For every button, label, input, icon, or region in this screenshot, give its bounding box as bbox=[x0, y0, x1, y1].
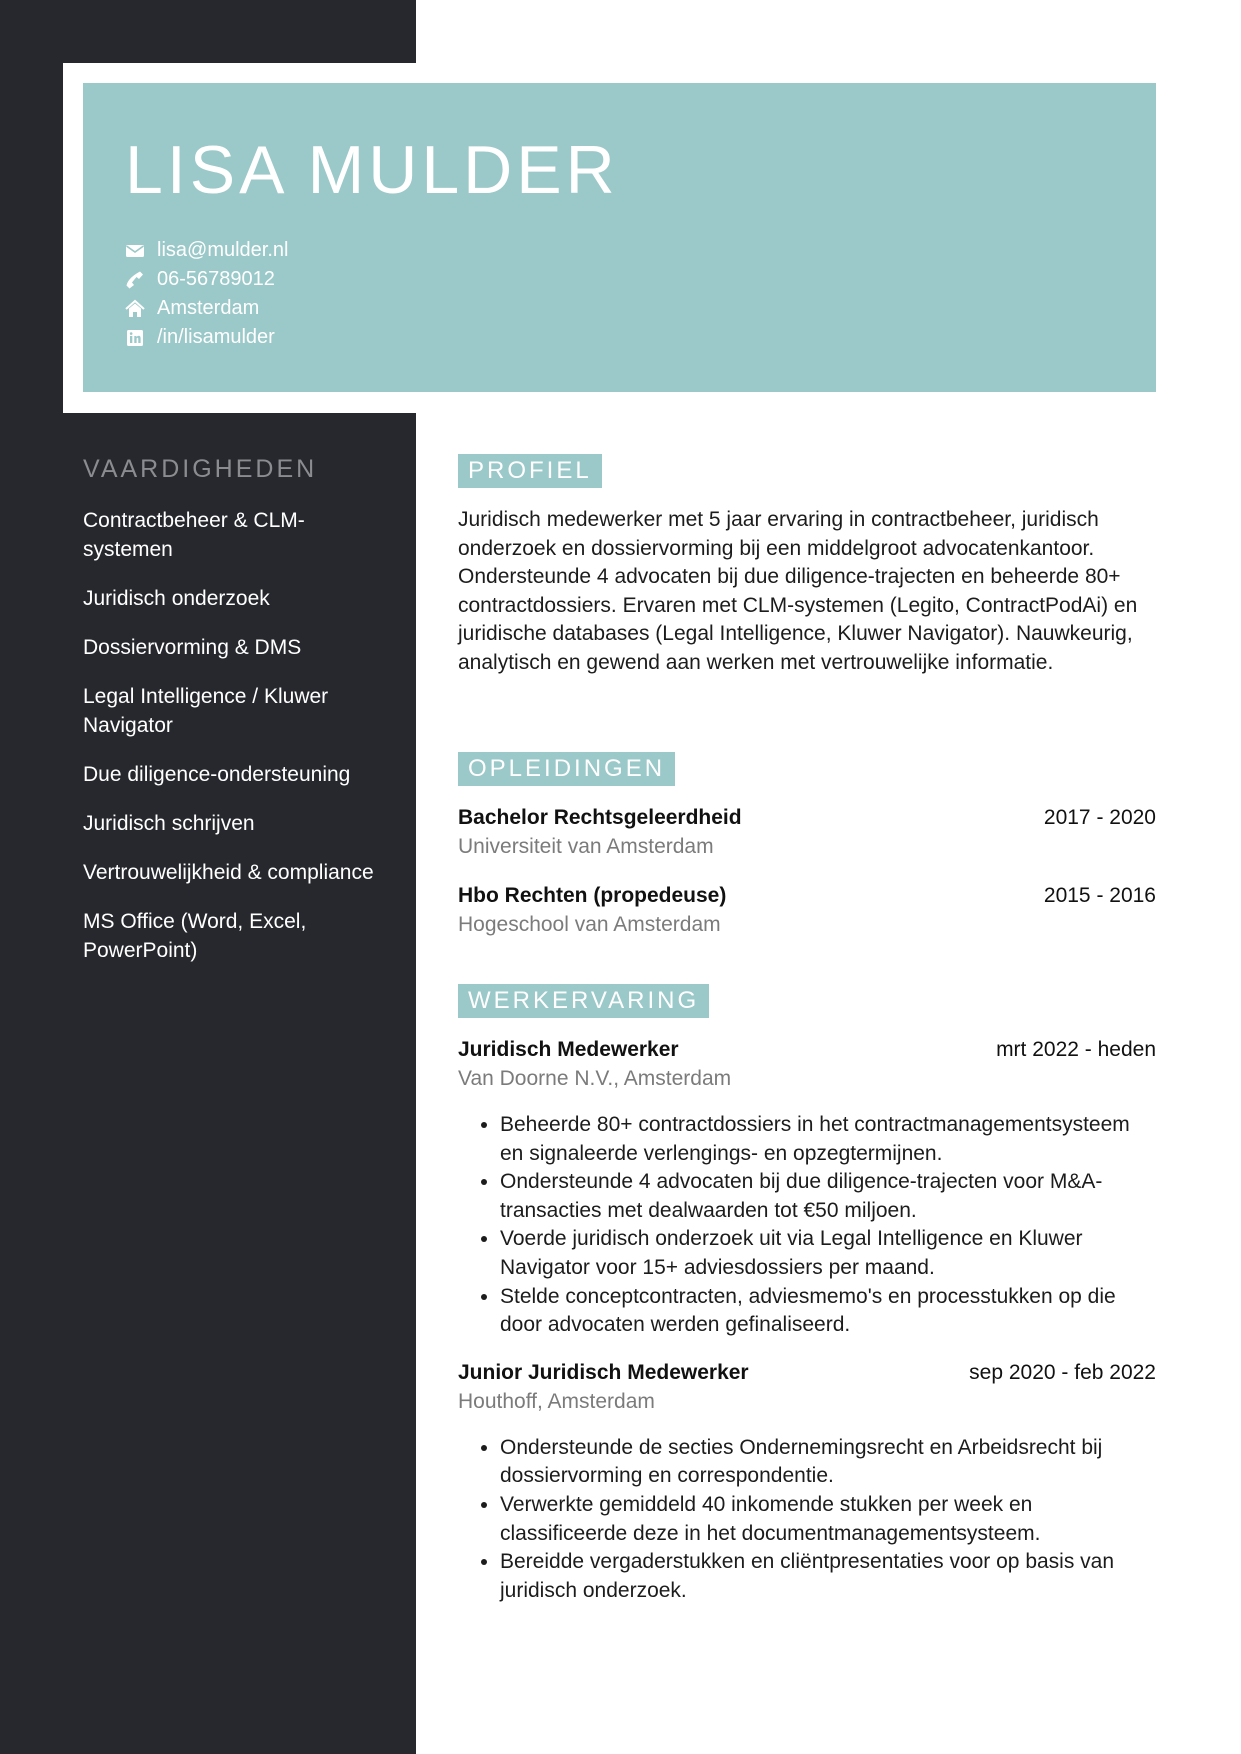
degree-title: Bachelor Rechtsgeleerdheid bbox=[458, 806, 742, 829]
skill-item: Dossiervorming & DMS bbox=[83, 636, 302, 659]
skill-item: MS Office (Word, Excel, PowerPoint) bbox=[83, 910, 307, 962]
contact-city bbox=[125, 294, 288, 323]
job-dates: sep 2020 - feb 2022 bbox=[969, 1360, 1156, 1384]
email-text: lisa@mulder.nl bbox=[157, 239, 289, 261]
school-name: Universiteit van Amsterdam bbox=[458, 835, 714, 858]
company-name: Houthoff, Amsterdam bbox=[458, 1389, 655, 1413]
skill-item: Legal Intelligence / Kluwer Navigator bbox=[83, 685, 329, 737]
linkedin-text: /in/lisamulder bbox=[157, 326, 275, 348]
job-bullet: • Bereidde vergaderstukken en cliëntpresentaties voor op basis van juridisch onderzoek. bbox=[500, 1548, 1156, 1605]
skill-item: Due diligence-ondersteuning bbox=[83, 763, 351, 786]
experience-heading: WERKERVARING bbox=[458, 984, 709, 1018]
profile-section bbox=[458, 454, 1156, 678]
contact-list bbox=[125, 236, 288, 352]
education-dates: 2017 - 2020 bbox=[1043, 806, 1156, 829]
experience-section bbox=[458, 984, 1156, 1605]
education-entry bbox=[458, 803, 1156, 861]
job-bullet: • Verwerkte gemiddeld 40 inkomende stukken per week en classificeerde deze in het documentmanagementsysteem. bbox=[500, 1491, 1156, 1548]
skill-item: Vertrouwelijkheid & compliance bbox=[83, 861, 374, 884]
linkedin-icon bbox=[125, 328, 145, 348]
contact-phone bbox=[125, 265, 288, 294]
education-section bbox=[458, 752, 1156, 939]
company-name: Van Doorne N.V., Amsterdam bbox=[458, 1067, 732, 1090]
skill-item: Juridisch schrijven bbox=[83, 812, 255, 835]
job-entry bbox=[458, 1358, 1156, 1606]
job-bullet: • Voerde juridisch onderzoek uit via Legal Intelligence en Kluwer Navigator voor 15+ adviesdossiers per maand. bbox=[500, 1225, 1156, 1282]
job-title: Junior Juridisch Medewerker bbox=[458, 1360, 749, 1384]
phone-text: 06-56789012 bbox=[157, 268, 275, 290]
job-bullet: • Ondersteunde de secties Ondernemingsrecht en Arbeidsrecht bij dossiervorming en correspondentie. bbox=[500, 1434, 1156, 1491]
phone-icon bbox=[125, 270, 145, 290]
skill-item: Juridisch onderzoek bbox=[83, 587, 270, 610]
job-dates: mrt 2022 - heden bbox=[996, 1038, 1156, 1061]
city-text: Amsterdam bbox=[157, 297, 260, 319]
job-bullet: • Beheerde 80+ contractdossiers in het contractmanagementsysteem en signaleerde verlengings- en opzegtermijnen. bbox=[500, 1111, 1156, 1168]
contact-linkedin bbox=[125, 323, 288, 352]
job-bullets bbox=[458, 1111, 1156, 1340]
skills-heading: VAARDIGHEDEN bbox=[83, 455, 318, 483]
profile-heading: PROFIEL bbox=[458, 454, 602, 488]
skills-list bbox=[83, 506, 383, 985]
degree-title: Hbo Rechten (propedeuse) bbox=[458, 884, 727, 907]
job-title: Juridisch Medewerker bbox=[458, 1038, 679, 1061]
home-icon bbox=[125, 299, 145, 319]
education-entry bbox=[458, 881, 1156, 939]
job-bullet: • Ondersteunde 4 advocaten bij due diligence-trajecten voor M&A-transacties met dealwaarden tot €50 miljoen. bbox=[500, 1168, 1156, 1225]
school-name: Hogeschool van Amsterdam bbox=[458, 913, 721, 936]
candidate-name: LISA MULDER bbox=[125, 132, 619, 208]
profile-text: Juridisch medewerker met 5 jaar ervaring in contractbeheer, juridisch onderzoek en dossiervorming bij een middelgroot advocatenkantoor. Ondersteunde 4 advocaten bij due diligence-trajecten en beheerde 80+ contractdossiers. Ervaren met CLM-systemen (Legito, ContractPodAi) en juridische databases (Legal Intelligence, Kluwer Navigator). Nauwkeurig, analytisch en gewend aan werken met vertrouwelijke informatie. bbox=[458, 508, 1138, 674]
job-entry bbox=[458, 1035, 1156, 1340]
contact-email bbox=[125, 236, 288, 265]
envelope-icon bbox=[125, 241, 145, 261]
education-heading: OPLEIDINGEN bbox=[458, 752, 675, 786]
education-dates: 2015 - 2016 bbox=[1043, 884, 1156, 907]
skill-item: Contractbeheer & CLM-systemen bbox=[83, 509, 305, 561]
job-bullet: • Stelde conceptcontracten, adviesmemo's en processtukken op die door advocaten werden gefinaliseerd. bbox=[500, 1283, 1156, 1340]
job-bullets bbox=[458, 1434, 1156, 1606]
